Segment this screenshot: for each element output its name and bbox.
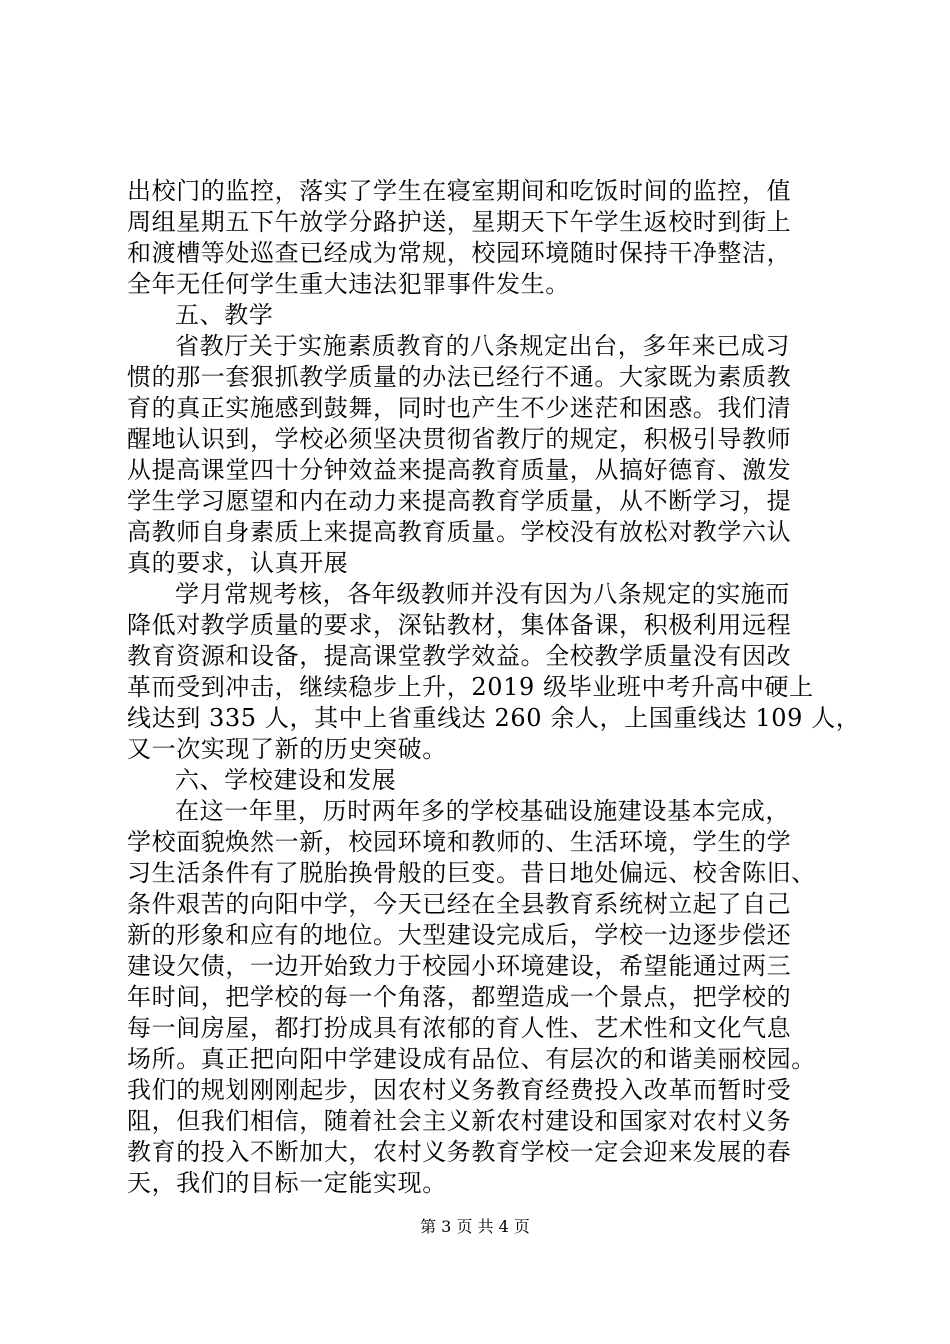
text-line: 和渡槽等处巡查已经成为常规，校园环境随时保持干净整洁，	[127, 239, 792, 267]
text-line: 降低对教学质量的要求，深钻教材，集体备课，积极利用远程	[127, 611, 792, 639]
text-line: 周组星期五下午放学分路护送，星期天下午学生返校时到街上	[127, 208, 792, 236]
paragraph-first-line: 学月常规考核，各年级教师并没有因为八条规定的实施而	[175, 580, 790, 608]
text-line: 学校面貌焕然一新，校园环境和教师的、生活环境，学生的学	[127, 828, 792, 856]
text-line: 全年无任何学生重大违法犯罪事件发生。	[127, 270, 570, 298]
text-line: 阻，但我们相信，随着社会主义新农村建设和国家对农村义务	[127, 1107, 792, 1135]
text-line: 育的真正实施感到鼓舞，同时也产生不少迷茫和困惑。我们清	[127, 394, 792, 422]
text-line: 年时间，把学校的每一个角落，都塑造成一个景点，把学校的	[127, 983, 792, 1011]
paragraph-first-line: 在这一年里，历时两年多的学校基础设施建设基本完成，	[175, 797, 790, 825]
text-line: 天，我们的目标一定能实现。	[127, 1169, 447, 1197]
text-line: 出校门的监控，落实了学生在寝室期间和吃饭时间的监控，值	[127, 177, 792, 205]
page-number-footer: 第 3 页 共 4 页	[420, 1217, 530, 1236]
text-line: 教育的投入不断加大，农村义务教育学校一定会迎来发展的春	[127, 1138, 792, 1166]
text-line: 建设欠债，一边开始致力于校园小环境建设，希望能通过两三	[127, 952, 792, 980]
document-body	[127, 176, 861, 1199]
text-line: 醒地认识到，学校必须坚决贯彻省教厅的规定，积极引导教师	[127, 425, 792, 453]
text-line: 高教师自身素质上来提高教育质量。学校没有放松对教学六认	[127, 518, 792, 546]
text-line: 惯的那一套狠抓教学质量的办法已经行不通。大家既为素质教	[127, 363, 792, 391]
text-line: 每一间房屋，都打扮成具有浓郁的育人性、艺术性和文化气息	[127, 1014, 792, 1042]
text-line: 条件艰苦的向阳中学，今天已经在全县教育系统树立起了自己	[127, 890, 792, 918]
paragraph-first-line: 省教厅关于实施素质教育的八条规定出台，多年来已成习	[175, 332, 790, 360]
section-heading: 六、学校建设和发展	[175, 766, 397, 794]
text-line: 我们的规划刚刚起步，因农村义务教育经费投入改革而暂时受	[127, 1076, 792, 1104]
section-heading: 五、教学	[175, 301, 274, 329]
text-line: 学生学习愿望和内在动力来提高教育学质量，从不断学习，提	[127, 487, 792, 515]
text-line: 真的要求，认真开展	[127, 549, 349, 577]
text-line: 习生活条件有了脱胎换骨般的巨变。昔日地处偏远、校舍陈旧、	[127, 859, 816, 887]
text-line: 线达到 335 人，其中上省重线达 260 余人，上国重线达 109 人，	[127, 704, 861, 732]
text-line: 新的形象和应有的地位。大型建设完成后，学校一边逐步偿还	[127, 921, 792, 949]
text-line: 从提高课堂四十分钟效益来提高教育质量，从搞好德育、激发	[127, 456, 792, 484]
text-line: 场所。真正把向阳中学建设成有品位、有层次的和谐美丽校园。	[127, 1045, 816, 1073]
text-line: 教育资源和设备，提高课堂教学效益。全校教学质量没有因改	[127, 642, 792, 670]
text-line: 革而受到冲击，继续稳步上升，2019 级毕业班中考升高中硬上	[127, 673, 814, 701]
text-line: 又一次实现了新的历史突破。	[127, 735, 447, 763]
